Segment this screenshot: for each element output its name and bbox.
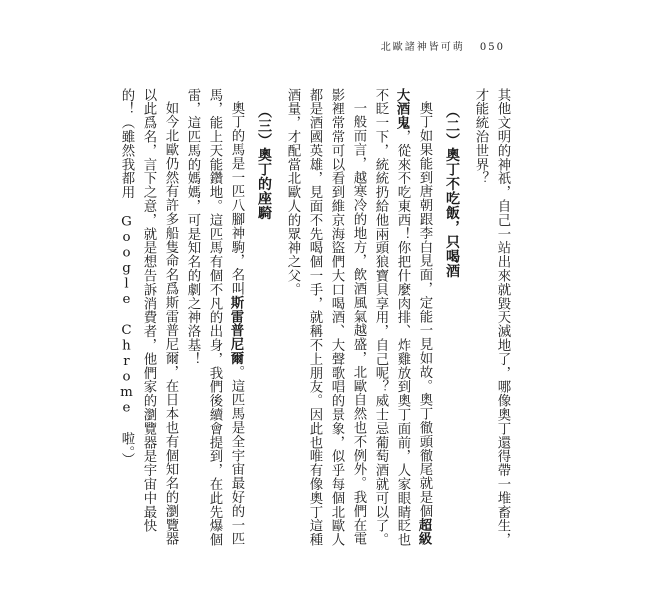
paragraph-5: 如今北歐仍然有許多船隻命名爲斯雷普尼爾，在日本也有個知名的瀏覽器以此爲名，言下之意，就是想告訴消費者，他們家的瀏覽器是宇宙中最快的！（雖然我都用 Google Chrome 啦。） [119,88,178,547]
running-header [381,38,505,53]
paragraph-2-text-a: 奧丁如果能到唐朝跟李白見面，定能一見如故。奧丁徹頭徹尾就是個 [417,101,432,519]
book-title: 北歐諸神皆可萌 [380,42,465,53]
paragraph-3: 一般而言，越寒冷的地方，飲酒風氣越盛，北歐自然也不例外。我們在電影裡常常可以看到維京海盜們大口喝酒、大聲歌唱的景象，似乎每個北歐人都是酒國英雄，見面不先喝個一手，就稱不上朋友。因此也唯有像奧丁這種酒量，才配當北歐人的眾神之父。 [285,88,366,547]
paragraph-4-emphasis: 斯雷普尼爾 [228,296,244,366]
paragraph-2-text-c: ，從來不吃東西！你把什麼肉排、炸雞放到奧丁面前，人家眼睛眨也不眨一下，統統扔給他兩頭狼寶貝享用，自己呢？威士忌葡萄酒就可以了。 [373,88,410,547]
paragraph-4-text-a: 奧丁的馬是一匹八腳神駒，名叫 [229,101,244,296]
vertical-text-body [115,88,513,558]
section-heading-2: （二）奧丁不吃飯，只喝酒 [444,104,460,278]
section-heading-3: （三）奧丁的座騎 [256,104,272,220]
paragraph-2-emphasis: 超級大酒鬼 [394,88,432,547]
paragraph-2 [369,88,435,558]
paragraph-4-text-c: 。這匹馬是全宇宙最好的一匹馬，能上天能鑽地。這匹馬有個不凡的出身，我們後續會提到，在此先爆個雷，這匹馬的媽媽，可是知名的劇之神洛基！ [185,88,244,547]
page-number: 050 [479,42,505,53]
paragraph-4 [181,88,247,558]
paragraph-1: 其他文明的神祇，自己一站出來就毀天滅地了，哪像奧丁還得帶一堆畜生，才能統治世界？ [473,88,510,547]
